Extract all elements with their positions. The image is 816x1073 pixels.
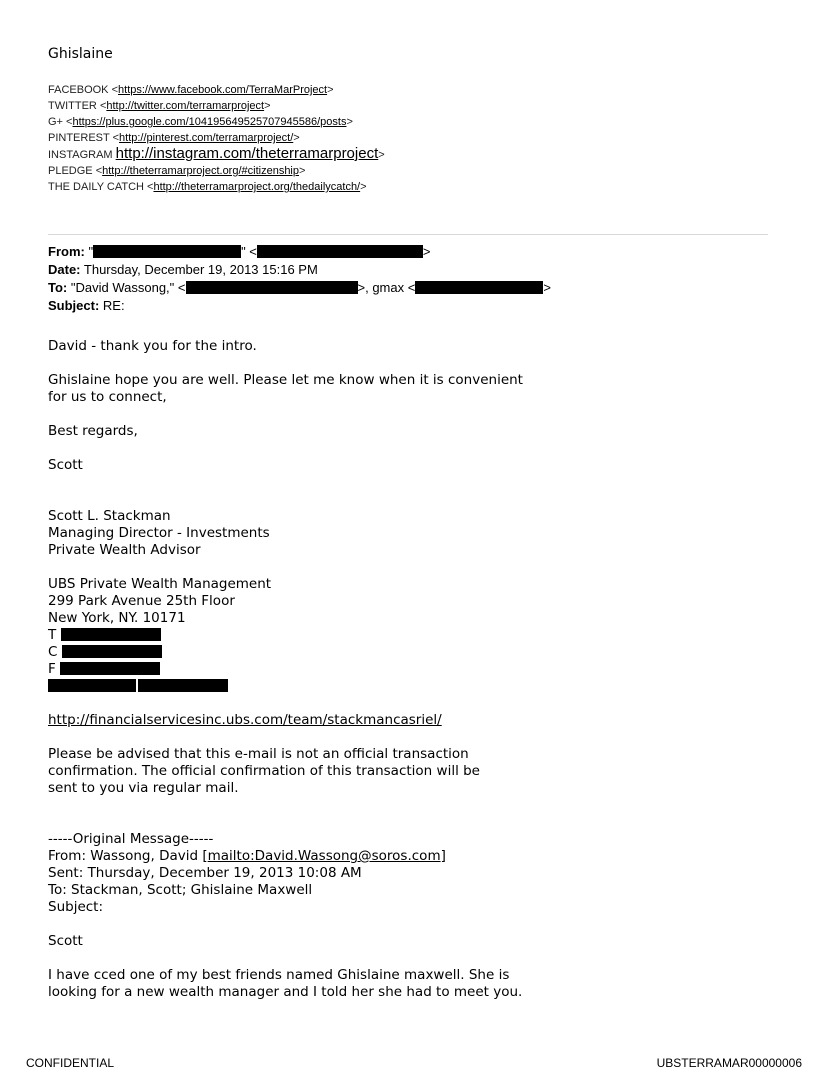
email-line [48,678,648,695]
sender-name: Scott [48,457,83,473]
subject-line: Subject: RE: [48,298,125,313]
redaction-block [138,679,228,692]
social-links [48,82,385,195]
divider [48,234,768,235]
disclaimer: Please be advised that this e-mail is not an official transaction confirmation. The official confirmation of this transaction will be sent to you via regular mail. [48,746,480,796]
social-link-pledge: PLEDGE <http://theterramarproject.org/#citizenship> [48,165,306,177]
pinterest-link[interactable]: http://pinterest.com/terramarproject/ [119,132,294,144]
fax-line: F [48,661,648,678]
social-link-daily-catch: THE DAILY CATCH <http://theterramarproject.org/thedailycatch/> [48,181,367,193]
date-line: Date: Thursday, December 19, 2013 15:16 PM [48,262,318,277]
redaction-block [62,645,162,658]
redaction-block [257,245,423,258]
pledge-link[interactable]: http://theterramarproject.org/#citizenship [102,165,299,177]
redaction-block [60,662,160,675]
email-body [48,338,648,1001]
confidential-label: CONFIDENTIAL [26,1056,115,1070]
from-line: From: " " < > [48,244,431,259]
team-url-link[interactable]: http://financialservicesinc.ubs.com/team/stackmancasriel/ [48,712,442,728]
body-paragraph: David - thank you for the intro. [48,338,257,354]
address-block: UBS Private Wealth Management 299 Park Avenue 25th Floor New York, NY. 10171 [48,576,272,626]
social-link-twitter: TWITTER <http://twitter.com/terramarproject> [48,100,271,112]
cell-line: C [48,644,648,661]
original-greeting: Scott [48,933,83,949]
daily-catch-link[interactable]: http://theterramarproject.org/thedailycatch/ [153,181,361,193]
mailto-link[interactable]: mailto:David.Wassong@soros.com [207,848,441,864]
redaction-block [93,245,241,258]
closing: Best regards, [48,423,138,439]
gplus-link[interactable]: https://plus.google.com/104195649525707945586/posts [72,116,347,128]
twitter-link[interactable]: http://twitter.com/terramarproject [106,100,265,112]
bates-number: UBSTERRAMAR00000006 [656,1056,802,1070]
original-message-header: -----Original Message----- [48,831,214,847]
social-link-gplus: G+ <https://plus.google.com/104195649525707945586/posts> [48,116,353,128]
social-link-instagram: INSTAGRAM http://instagram.com/theterramarproject> [48,145,385,162]
redaction-block [186,281,358,294]
social-link-facebook: FACEBOOK <https://www.facebook.com/TerraMarProject> [48,84,334,96]
phone-line: T [48,627,648,644]
body-paragraph: Ghislaine hope you are well. Please let me know when it is convenient for us to connect, [48,372,523,405]
original-from: From: Wassong, David [mailto:David.Wassong@soros.com] [48,848,446,864]
signature-block: Scott L. Stackman Managing Director - Investments Private Wealth Advisor [48,508,270,558]
instagram-link[interactable]: http://instagram.com/theterramarproject [115,145,379,162]
facebook-link[interactable]: https://www.facebook.com/TerraMarProject [118,84,328,96]
redaction-block [61,628,161,641]
signature-name: Ghislaine [48,46,113,62]
original-text: I have cced one of my best friends named Ghislaine maxwell. She is looking for a new wealth manager and I told her she had to meet you. [48,967,523,1000]
redaction-block [48,679,136,692]
redaction-block [415,281,543,294]
original-sent: Sent: Thursday, December 19, 2013 10:08 AM [48,865,362,881]
original-subject: Subject: [48,899,104,915]
original-to: To: Stackman, Scott; Ghislaine Maxwell [48,882,313,898]
social-link-pinterest: PINTEREST <http://pinterest.com/terramarproject/> [48,132,300,144]
to-line: To: "David Wassong," < >, gmax < > [48,280,551,295]
email-header [48,243,551,315]
